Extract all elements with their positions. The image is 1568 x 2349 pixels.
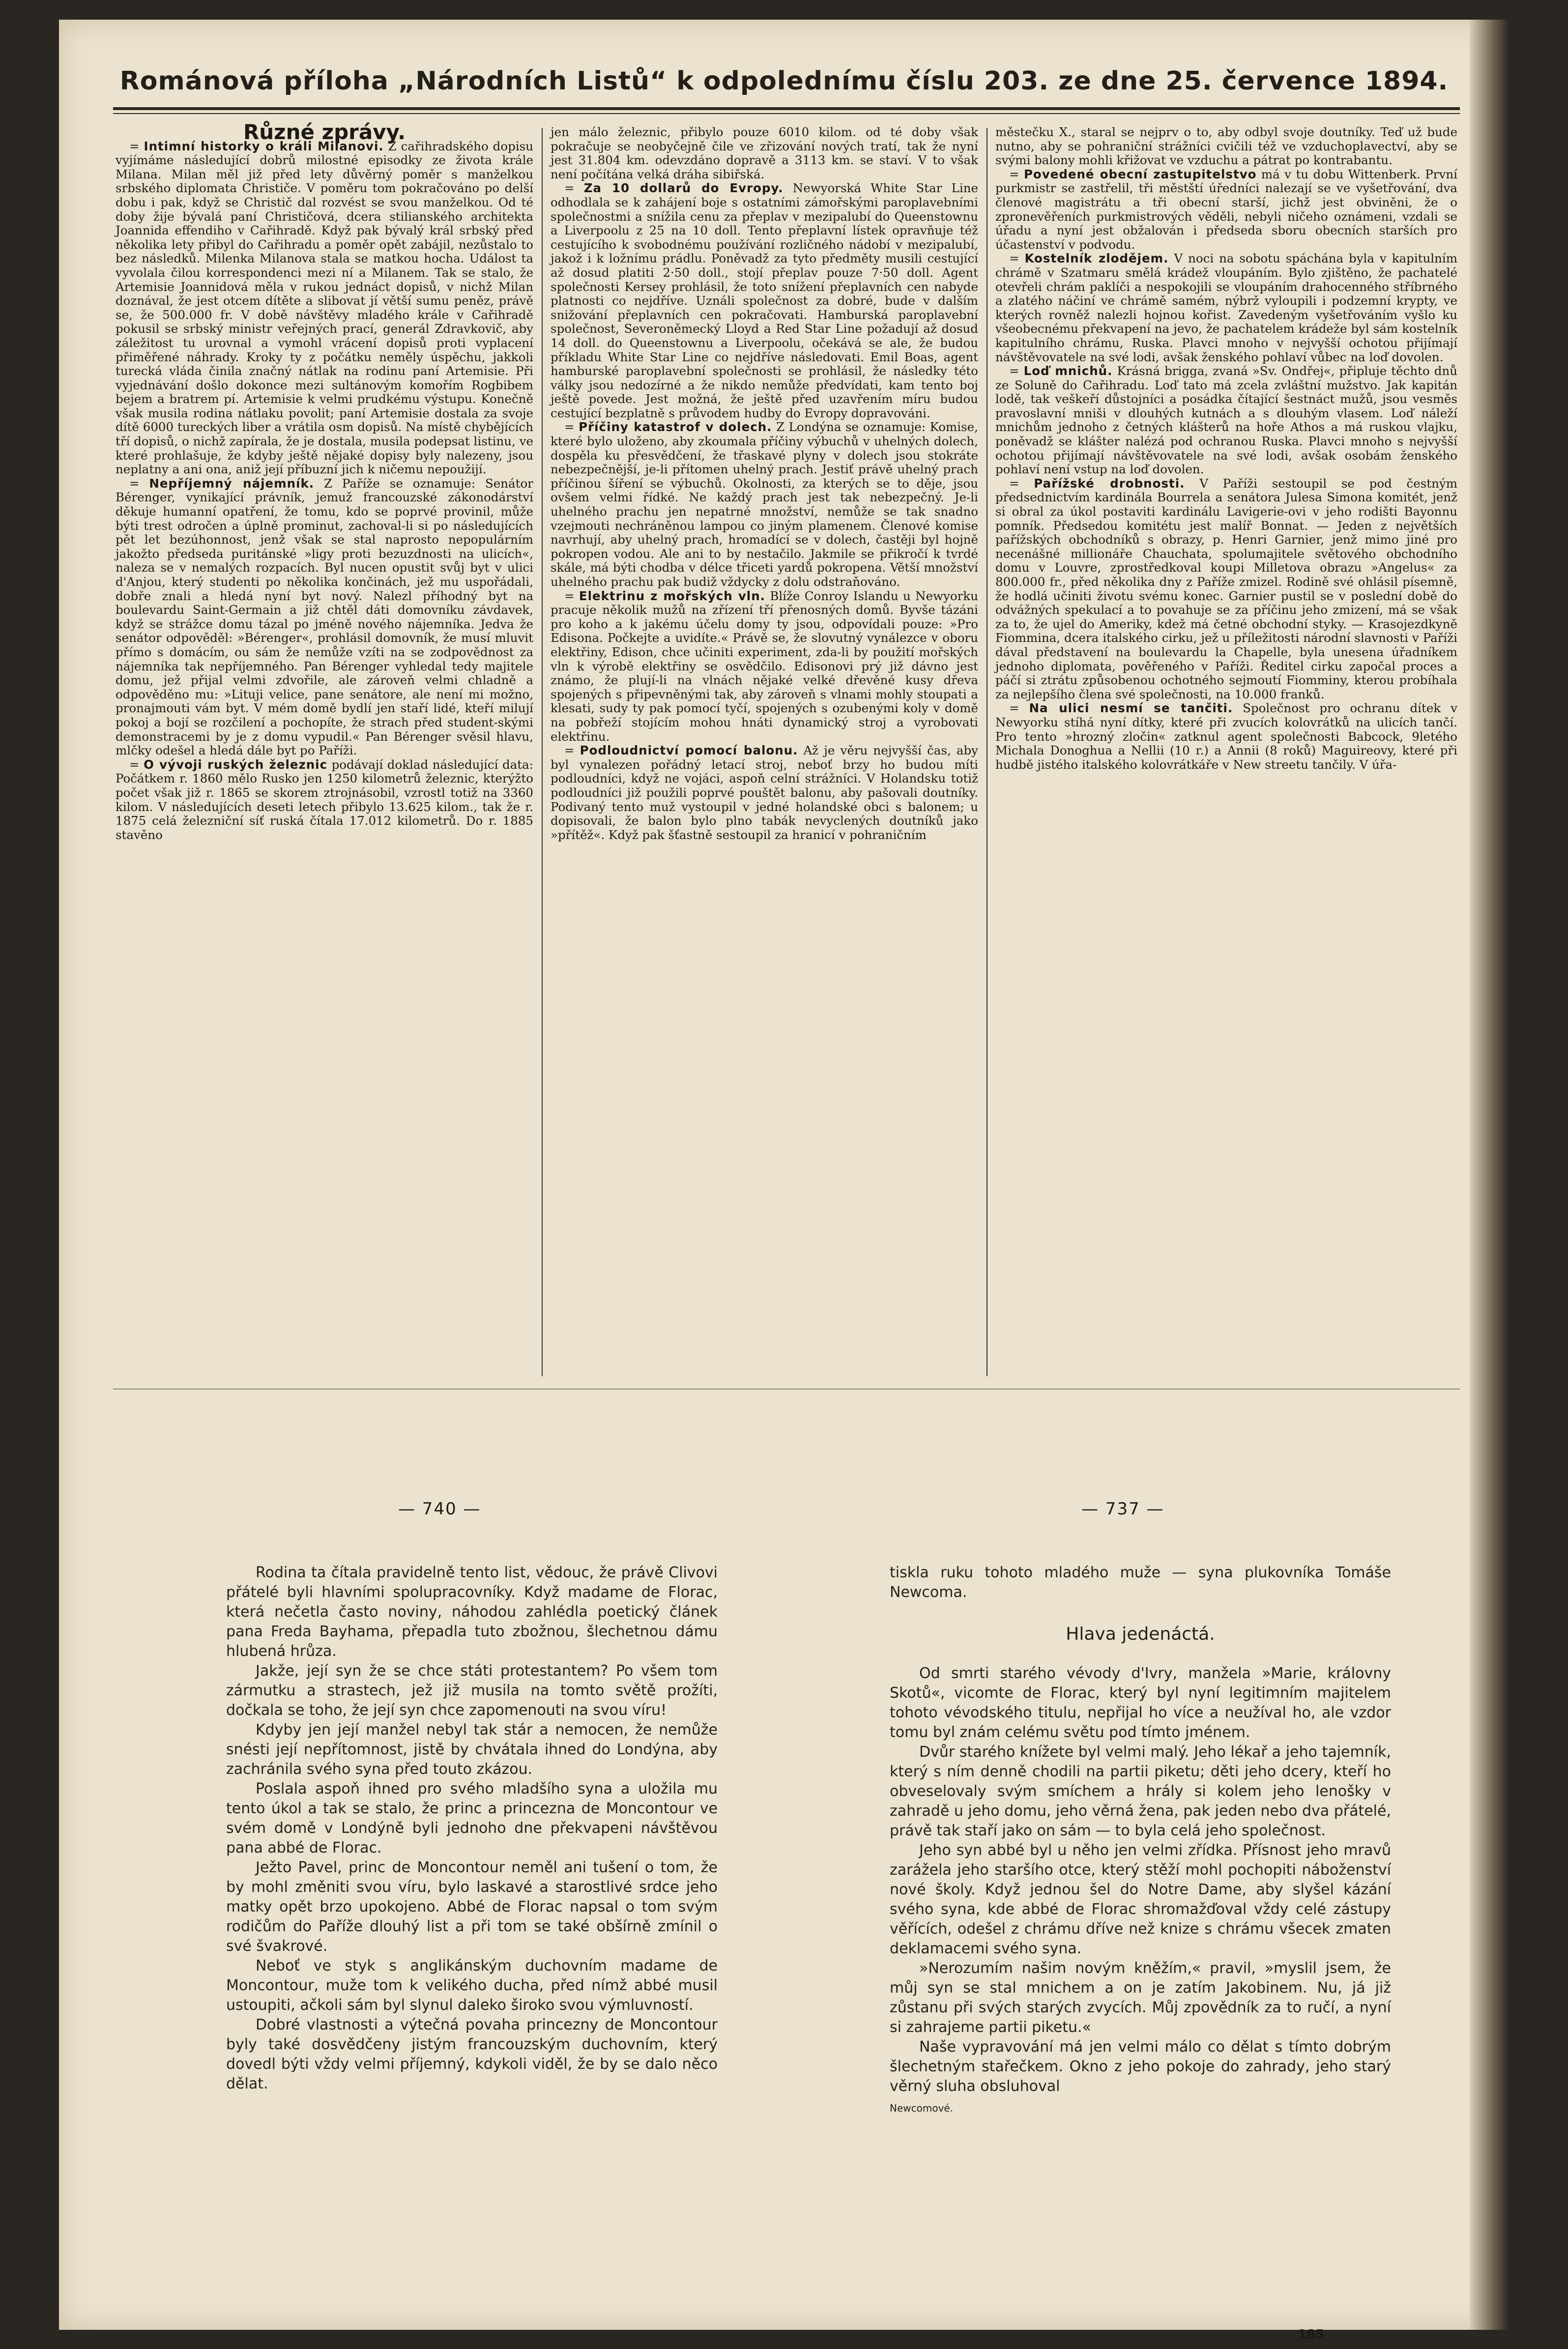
news-item-text: Blíže Conroy Islandu u Newyorku pracuje několik mužů na zřízení tří přenosných domů. Byvše tázáni pro koho a k jakému účelu domy ty jsou, odpovídali pouze: »Pro Edisona. Počkejte a uvidíte.« Právě se, že slovutný vynálezce v oboru elektřiny, Edison, chce učiniti experiment, zda-li by použití mořských vln k výrobě elektřiny se osvědčilo. Edisonovi prý již dávno jest známo, že plují-li na vlnách nějaké velké dřevěné kusy dřeva spojených s připevněnými tak, aby zároveň s vlnami mohly stoupati a klesati, sudy ty pak pomocí tyčí, spojených s ozubenými koly v domě na pobřeží stojícím mohou hnáti dynamický stroj a vyrobovati elektřinu. <box>551 588 978 744</box>
news-item-title: Intimní historky o králi Milanovi. <box>144 139 384 153</box>
novel-paragraph: Poslala aspoň ihned pro svého mladšího syna a uložila mu tento úkol a tak se stalo, že princ a princezna de Moncontour ve svém domě v Londýně byli jednoho dne překvapeni návštěvou pana abbé de Florac. <box>226 1780 718 1856</box>
news-item-title: Podloudnictví pomocí balonu. <box>580 743 798 758</box>
news-item-title: Pařížské drobnosti. <box>1034 476 1185 491</box>
news-item-title: Loď mnichů. <box>1023 364 1113 378</box>
masthead-rule <box>113 107 1460 110</box>
folio-number: 185 <box>1298 2327 1325 2342</box>
news-item <box>551 125 978 181</box>
column-divider <box>542 128 543 1376</box>
masthead: Románová příloha „Národních Listů“ k odpolednímu číslu 203. ze dne 25. července 1894. <box>119 66 1449 96</box>
news-item-text: má v tu dobu Wittenberk. První purkmistr se zastřelil, tři městští úředníci nalezají se ve vyšetřování, dva členové magistrátu a tři obecní starší, jichž jest obviněni, že o zpronevěřeních purkmistrových věděli, nebyli ničeho oznámeni, vzdali se úřadu a nyní jest obžalován i předseda sboru obecních starších pro účastenství v podvodu. <box>995 167 1457 252</box>
novel-paragraph: Jeho syn abbé byl u něho jen velmi zřídka. Přísnost jeho mravů zarážela jeho staršího otce, který stěží mohl pochopiti náboženství nové školy. Když jednou šel do Notre Dame, aby slyšel kázání svého syna, kde abbé de Florac shromažďoval vždy celé zástupy věřících, odešel z chrámu dříve než knize s chrámu všecek zmaten deklamacemi svého syna. <box>890 1842 1391 1957</box>
novel-paragraph: Od smrti starého vévody d'Ivry, manžela »Marie, královny Skotů«, vicomte de Florac, který byl nyní legitimním majitelem tohoto vévodského titulu, nepřijal ho více a neužíval ho, ale vzdor tomu byl znám celému světu pod tímto jménem. <box>890 1665 1391 1741</box>
novel-paragraph: Ježto Pavel, princ de Moncontour neměl ani tušení o tom, že by mohl změniti svou víru, bylo laskavé a starostlivé srdce jeho matky opět brzo upokojeno. Abbé de Florac napsal o tom svým rodičům do Paříže dlouhý list a při tom se také obšírně zmínil o své švakrové. <box>226 1859 718 1955</box>
news-item-title: Příčiny katastrof v dolech. <box>579 420 772 435</box>
news-item-title: Elektrinu z mořských vln. <box>579 588 765 603</box>
news-item: = O vývoji ruských železnic podávají doklad následující data: Počátkem r. 1860 mělo Rusko jen 1250 kilometrů železnic, kterýžto počet však již r. 1865 se skorem ztrojnásobil, vzrostl totiž na 3360 kilom. V následujících deseti letech přibylo 13.625 kilom., tak že r. 1875 celá železniční síť ruská čítala 17.012 kilometrů. Do r. 1885 stavěno <box>116 757 533 842</box>
novel-paragraph: Dobré vlastnosti a výtečná povaha princezny de Moncontour byly také dosvědčeny jistým francouzským duchovním, který dovedl býti vždy velmi příjemný, kdykoli viděl, že by se dalo něco dělat. <box>226 2016 718 2092</box>
news-item-title: Na ulici nesmí se tančiti. <box>1029 701 1233 716</box>
news-item: = Pařížské drobnosti. V Paříži sestoupil se pod čestným předsednictvím kardinála Bourrela a senátora Julesa Simona komitét, jenž si obral za úkol postaviti kardinálu Lavigerie-ovi v jeho rodišti Bayonnu pomník. Předsedou komitétu jest malíř Bonnat. — Jeden z největších pařížských obchodníků s obrazy, p. Henri Garnier, jenž mimo jiné pro necenášné millionáře Chauchata, spolumajitele světového obchodního domu v Louvre, zprostředkoval koupi Milletova obrazu »Angelus« za 800.000 fr., před několika dny z Paříže zmizel. Rodině své ohlásil písemně, že hodlá učiniti životu svému konec. Garnier pustil se v poslední době do odvážných spekulací a to povahuje se za příčinu jeho zmizení, má se však za to, že ujel do Ameriky, kdež má četné obchodní styky. — Krasojezdkyně Fiommina, dcera italského cirku, jež u příležitosti národní slavnosti v Paříži dával představení na boulevardu la Chapelle, byla unesena úřadníkem jednoho diplomata, pověřeného v Paříži. Ředitel cirku započal proces a páčí si ztrátu způsobenou ochotného sejmoutí Fiomminy, kterou probíhala za nejlepšího člena své společnosti, na 10.000 franků. <box>995 476 1458 701</box>
news-item-text: Krásná brigga, zvaná »Sv. Ondřej«, připluje těchto dnů ze Soluně do Cařihradu. Loď tato má zcela zvláštní mužstvo. Jak kapitán lodě, tak veškeří důstojníci a posádka čítající šestnáct mužů, jsou vesměs pravoslavní mniši v dlouhých kutnách a s dlouhým vlasem. Loď náleží mnichům jednoho z četných klášterů na hoře Athos a má ruskou vlajku, poněvadž se klášter nalézá pod ochranou Ruska. Plavci mnoho s nejvyšší ochotou přijímají návštěvovatele na své lodi, avšak osobám ženského pohlaví není vstup na loď dovolen. <box>995 364 1458 477</box>
news-item <box>995 125 1457 168</box>
binding-edge <box>1470 20 1509 2330</box>
novel-paragraph: Naše vypravování má jen velmi málo co dělat s tímto dobrým šlechetným stařečkem. Okno z jeho pokoje do zahrady, jeho starý věrný sluha obsluhoval <box>890 2038 1391 2095</box>
news-heading: Různé zprávy. <box>243 120 406 144</box>
chapter-heading: Hlava jedenáctá. <box>1066 1624 1215 1644</box>
news-item-text: Společnost pro ochranu dítek v Newyorku stíhá nyní dítky, které při zvucích kolovrátků na ulicích tančí. Pro tento »hrozný zločin« zatknul agent společnosti Babcock, 9letého Michala Donoghua a Nellii (10 r.) a Annii (8 roků) Maguireovy, které při hudbě jistého italského kolovrátkáře v New streetu tančily. V úřa- <box>995 701 1457 772</box>
news-item: = Za 10 dollarů do Evropy. Newyorská White Star Line odhodlala se k zahájení boje s ostatními zámořskými paroplavebními společnostmi a snížila cenu za přeplav v mezipalubí do Queenstownu a Liverpoolu z 25 na 10 doll. Tento přeplavní lístek opravňuje též cestujícího k svobodnému používání rozličného nádobí v mezipalubí, jakož i k ložnímu prádlu. Poněvadž za tyto předměty musili cestující až dosud platiti 2·50 doll., stojí přeplav pouze 7·50 doll. Agent společnosti Kersey prohlásil, že toto snížení přeplavních cen nabyde platnosti co nejdříve. Uználi společnost za dobré, bude v dalším snižování přeplavních cen pokračovati. Hamburská paroplavební společnost, Severoněmecký Lloyd a Red Star Line požadují až dosud 14 doll. do Queenstownu a Liverpoolu, očekává se ale, že budou příkladu White Star Line co nejdříve následovati. Emil Boas, agent hamburské paroplavební společnosti se prohlásil, že následky této války jsou nedozírné a že nikdo nemůže předvídati, kam tento boj ještě povede. Jest možná, že ještě před uzavřením míru budou cestující bezplatně s průvodem hudby do Evropy dopravováni. <box>551 181 979 420</box>
news-item-text: městečku X., staral se nejprv o to, aby odbyl svoje doutníky. Teď už bude nutno, aby se pohraniční strážníci cvičili též ve vzduchoplavectví, aby se svými balony mohli křižovat ve vzduchu a pátrat po kontrabantu. <box>995 125 1457 168</box>
page-number-right: — 737 — <box>1081 1499 1164 1519</box>
page-number-left: — 740 — <box>398 1499 481 1519</box>
novel-paragraph: tiskla ruku tohoto mladého muže — syna plukovníka Tomáše Newcoma. <box>890 1564 1391 1601</box>
news-item: = Kostelník zlodějem. V noci na sobotu spáchána byla v kapitulním chrámě v Szatmaru smělá krádež vloupáním. Bylo zjištěno, že pachatelé otevřeli chrám paklíči a nespokojili se vloupáním drahocenného stříbrného a zlatého náčiní ve chrámě samém, nýbrž vyloupili i podzemní krypty, ve kterých rovněž nalezli hojnou kořist. Zavedeným vyšetřováním vyšlo ku všeobecnému překvapení na jevo, že pachatelem krádeže byl sám kostelník kapitulního chrámu, Ruska. Plavci mnoho v nejvyšší ochotou přijímají návštěvovatele na své lodi, avšak ženského pohlaví vůbec na loď dovolen. <box>995 251 1457 364</box>
news-item: = Elektrinu z mořských vln. Blíže Conroy Islandu u Newyorku pracuje několik mužů na zřízení tří přenosných domů. Byvše tázáni pro koho a k jakému účelu domy ty jsou, odpovídali pouze: »Pro Edisona. Počkejte a uvidíte.« Právě se, že slovutný vynálezce v oboru elektřiny, Edison, chce učiniti experiment, zda-li by použití mořských vln k výrobě elektřiny se osvědčilo. Edisonovi prý již dávno jest známo, že plují-li na vlnách nějaké velké dřevěné kusy dřeva spojených s připevněnými tak, aby zároveň s vlnami mohly stoupati a klesati, sudy ty pak pomocí tyčí, spojených s ozubenými koly v domě na pobřeží stojícím mohou hnáti dynamický stroj a vyrobovati elektřinu. <box>551 588 978 744</box>
novel-paragraph: Dvůr starého knížete byl velmi malý. Jeho lékař a jeho tajemník, který s ním denně chodili na partii piketu; děti jeho dcery, kteří ho obveselovaly svým smíchem a hrály si kolem jeho lenošky v zahradě u jeho domu, jeho věrná žena, pak jeden nebo dva přátelé, právě tak staří jako on sám — to byla celá jeho společnost. <box>890 1743 1391 1839</box>
novel-paragraph: Neboť ve styk s anglikánským duchovním madame de Moncontour, muže tom k velikého ducha, před nímž abbé musil ustoupiti, ačkoli sám byl slynul daleko široko svou výmluvností. <box>226 1957 718 2014</box>
news-item-title: Kostelník zlodějem. <box>1024 251 1169 266</box>
news-item: = Povedené obecní zastupitelstvo má v tu dobu Wittenberk. První purkmistr se zastřelil, tři městští úředníci nalezají se ve vyšetřování, dva členové magistrátu a tři obecní starší, jichž jest obviněni, že o zpronevěřeních purkmistrových věděli, nebyli ničeho oznámeni, vzdali se úřadu a nyní jest obžalován i předseda sboru obecních starších pro účastenství v podvodu. <box>995 167 1457 252</box>
news-item-text: Newyorská White Star Line odhodlala se k zahájení boje s ostatními zámořskými paroplavebními společnostmi a snížila cenu za přeplav v mezipalubí do Queenstownu a Liverpoolu z 25 na 10 doll. Tento přeplavní lístek opravňuje též cestujícího k svobodnému používání rozličného nádobí v mezipalubí, jakož i k ložnímu prádlu. Poněvadž za tyto předměty musili cestující až dosud platiti 2·50 doll., stojí přeplav pouze 7·50 doll. Agent společnosti Kersey prohlásil, že toto snížení přeplavních cen nabyde platnosti co nejdříve. Uználi společnost za dobré, bude v dalším snižování přeplavních cen pokračovati. Hamburská paroplavební společnost, Severoněmecký Lloyd a Red Star Line požadují až dosud 14 doll. do Queenstownu a Liverpoolu, očekává se ale, že budou příkladu White Star Line co nejdříve následovati. Emil Boas, agent hamburské paroplavební společnosti se prohlásil, že následky této války jsou nedozírné a že nikdo nemůže předvídati, kam tento boj ještě povede. Jest možná, že ještě před uzavřením míru budou cestující bezplatně s průvodem hudby do Evropy dopravováni. <box>551 181 979 420</box>
news-item-text: Z cařihradského dopisu vyjímáme následující dobrů milostné episodky ze života krále Milana. Milan měl již před lety důvěrný poměr s manželkou srbského diplomata Christiče. V poměru tom pokračováno po delší dobu i pak, když se Christič dal rozvést se svou manželkou. Od té doby žije bývalá paní Christičová, dcera stilianského architekta Joannida effendiho v Cařihradě. Když pak bývalý král srbský před několika lety přibyl do Cařihradu a poměr opět zabájil, nezůstalo to bez následků. Milenka Milanova stala se matkou hocha. Událost ta vyvolala čilou korrespondenci mezi ní a Milanem. Tak se stalo, že Artemisie Joannidová měla v rukou jednáct dopisů, v nichž Milan doznával, že jest otcem dítěte a slibovat jí větší sumu peněz, právě se, že 500.000 fr. V době návštěvy mladého krále v Cařihradě pokusil se srbský ministr veřejných prací, generál Zdravkovič, aby záležitost tu urovnal a vymohl vrácení dopisů proti vyplacení přiměřené náhrady. Kroky ty z počátku neměly úspěchu, jakkoli turecká vláda činila značný nátlak na rodinu paní Artemisie. Při vyjednávání došlo dokonce mezi sultánovým komořím Rogbibem bejem a bratrem pí. Artemisie k velmi prudkému výstupu. Konečně však musila rodina nátlaku povolit; paní Artemisie dostala za svoje dítě 6000 tureckých liber a vrátila osm dopisů. Na místě chybějících tří dopisů, o nichž zapírala, že je dostala, musila podepsat listinu, ve které prohlašuje, že kdyby ještě nějaké dopisy byly nalezeny, jsou neplatny a ani ona, aniž její příbuzní jich k ničemu nepoužijí. <box>116 139 533 477</box>
news-item-text: V noci na sobotu spáchána byla v kapitulním chrámě v Szatmaru smělá krádež vloupáním. Bylo zjištěno, že pachatelé otevřeli chrám paklíči a nespokojili se vloupáním drahocenného stříbrného a zlatého náčiní ve chrámě samém, nýbrž vyloupili i podzemní krypty, ve kterých rovněž nalezli hojnou kořist. Zavedeným vyšetřováním vyšlo ku všeobecnému překvapení na jevo, že pachatelem krádeže byl sám kostelník kapitulního chrámu, Ruska. Plavci mnoho v nejvyšší ochotou přijímají návštěvovatele na své lodi, avšak ženského pohlaví vůbec na loď dovolen. <box>995 251 1457 364</box>
news-item-title: Nepříjemný nájemník. <box>149 476 315 491</box>
novel-paragraph: Kdyby jen její manžel nebyl tak stár a nemocen, že nemůže snésti její nepřítomnost, jistě by chvátala ihned do Londýna, aby zachránila svého syna před touto zkázou. <box>226 1721 718 1778</box>
news-column-2 <box>551 125 978 842</box>
news-item-text: podávají doklad následující data: Počátkem r. 1860 mělo Rusko jen 1250 kilometrů železnic, kterýžto počet však již r. 1865 se skorem ztrojnásobil, vzrostl totiž na 3360 kilom. V následujících deseti letech přibylo 13.625 kilom., tak že r. 1875 celá železniční síť ruská čítala 17.012 kilometrů. Do r. 1885 stavěno <box>116 757 533 842</box>
fold-line <box>113 1389 1460 1390</box>
novel-page-right <box>890 1563 1391 2118</box>
news-column-1 <box>116 120 533 842</box>
news-item: = Loď mnichů. Krásná brigga, zvaná »Sv. Ondřej«, připluje těchto dnů ze Soluně do Cařihradu. Loď tato má zcela zvláštní mužstvo. Jak kapitán lodě, tak veškeří důstojníci a posádka čítající šestnáct mužů, jsou vesměs pravoslavní mniši v dlouhých kutnách a s dlouhým vlasem. Loď náleží mnichům jednoho z četných klášterů na hoře Athos a má ruskou vlajku, poněvadž se klášter nalézá pod ochranou Ruska. Plavci mnoho s nejvyšší ochotou přijímají návštěvovatele na své lodi, avšak osobám ženského pohlaví není vstup na loď dovolen. <box>995 364 1458 477</box>
news-item: = Intimní historky o králi Milanovi. Z cařihradského dopisu vyjímáme následující dobrů milostné episodky ze života krále Milana. Milan měl již před lety důvěrný poměr s manželkou srbského diplomata Christiče. V poměru tom pokračováno po delší dobu i pak, když se Christič dal rozvést se svou manželkou. Od té doby žije bývalá paní Christičová, dcera stilianského architekta Joannida effendiho v Cařihradě. Když pak bývalý král srbský před několika lety přibyl do Cařihradu a poměr opět zabájil, nezůstalo to bez následků. Milenka Milanova stala se matkou hocha. Událost ta vyvolala čilou korrespondenci mezi ní a Milanem. Tak se stalo, že Artemisie Joannidová měla v rukou jednáct dopisů, v nichž Milan doznával, že jest otcem dítěte a slibovat jí větší sumu peněz, právě se, že 500.000 fr. V době návštěvy mladého krále v Cařihradě pokusil se srbský ministr veřejných prací, generál Zdravkovič, aby záležitost tu urovnal a vymohl vrácení dopisů proti vyplacení přiměřené náhrady. Kroky ty z počátku neměly úspěchu, jakkoli turecká vláda činila značný nátlak na rodinu paní Artemisie. Při vyjednávání došlo dokonce mezi sultánovým komořím Rogbibem bejem a bratrem pí. Artemisie k velmi prudkému výstupu. Konečně však musila rodina nátlaku povolit; paní Artemisie dostala za svoje dítě 6000 tureckých liber a vrátila osm dopisů. Na místě chybějících tří dopisů, o nichž zapírala, že je dostala, musila podepsat listinu, ve které prohlašuje, že kdyby ještě nějaké dopisy byly nalezeny, jsou neplatny a ani ona, aniž její příbuzní jich k ničemu nepoužijí. <box>116 139 533 477</box>
novel-paragraph: Jakže, její syn že se chce státi protestantem? Po všem tom zármutku a strastech, jež již musila na tomto světě prožíti, dočkala se toho, že její syn chce zapomenouti na svou víru! <box>226 1662 718 1719</box>
novel-paragraph: »Nerozumím našim novým kněžím,« pravil, »myslil jsem, že můj syn se stal mnichem a on je zatím Jakobinem. Nu, já již zůstanu při svých starých zvycích. Můj zpovědník za to ručí, a nyní si zahrajeme partii piketu.« <box>890 1960 1391 2036</box>
novel-page-left <box>226 1563 718 2094</box>
news-item-text: Z Paříže se oznamuje: Senátor Bérenger, vynikající právník, jemuž francouzské zákonodárství děkuje humanní opatření, že tomu, kdo se poprvé provinil, může býti trest odročen a úplně prominut, zachoval-li si po následujících pět let bezúhonnost, jenž však se stal naprosto nepopulárním jakožto předseda puritánské »ligy proti bezuzdnosti na ulicích«, naleza se v nemalých rozpacích. Byl nucen opustit svůj byt v ulici d'Anjou, který studenti po několika končinách, jež mu uspořádali, dobře znali a hledá nyní byt nový. Nalezl příhodný byt na boulevardu Saint-Germain a již chtěl dáti domovníku závdavek, když se strážce domu tázal po jméně nového nájemníka. Jedva že senátor odpověděl: »Bérenger«, prohlásil domovník, že musí mluvit přímo s domácím, ou sám že nemůže vzíti na se zodpovědnost za nájemníka tak nepříjemného. Pan Bérenger vyhledal tedy majitele domu, jež přijal velmi zdvořile, ale zároveň velmi chladně a odpověděno mu: »Lituji velice, pane senátore, ale není mi možno, pronajmouti vám byt. V mém domě bydlí jen staří lidé, kteří milují pokoj a bojí se rozčilení a pochopíte, že strach před student-skými demonstracemi by je z domu vypudil.« Pan Bérenger svěsil hlavu, mlčky odešel a hledá dále byt po Paříži. <box>116 476 533 758</box>
news-item-text: Až je věru nejvyšší čas, aby byl vynalezen pořádný letací stroj, neboť brzy ho budou míti podloudníci, když ne vojáci, aspoň celní strážníci. V Holandsku totiž podloudníci již použili poprvé pouštět balonu, aby pašovali doutníky. Podivaný tento muž vystoupil v jedné holandské obci s balonem; u dopisovali, že balon bylo plno tabák nevyclených doutníků jako »přítěž«. Když pak šťastně sestoupil za hranicí v pohraničním <box>551 743 978 842</box>
news-item-text: V Paříži sestoupil se pod čestným předsednictvím kardinála Bourrela a senátora Julesa Simona komitét, jenž si obral za úkol postaviti kardinálu Lavigerie-ovi v jeho rodišti Bayonnu pomník. Předsedou komitétu jest malíř Bonnat. — Jeden z největších pařížských obchodníků s obrazy, p. Henri Garnier, jenž mimo jiné pro necenášné millionáře Chauchata, spolumajitele světového obchodního domu v Louvre, zprostředkoval koupi Milletova obrazu »Angelus« za 800.000 fr., před několika dny z Paříže zmizel. Rodině své ohlásil písemně, že hodlá učiniti životu svému konec. Garnier pustil se v poslední době do odvážných spekulací a to povahuje se za příčinu jeho zmizení, má se však za to, že ujel do Ameriky, kdež má četné obchodní styky. — Krasojezdkyně Fiommina, dcera italského cirku, jež u příležitosti národní slavnosti v Paříži dával představení na boulevardu la Chapelle, byla unesena úřadníkem jednoho diplomata, pověřeného v Paříži. Ředitel cirku započal proces a páčí si ztrátu způsobenou ochotného sejmoutí Fiomminy, kterou probíhala za nejlepšího člena své společnosti, na 10.000 franků. <box>995 476 1458 701</box>
news-item-title: O vývoji ruských železnic <box>144 757 328 772</box>
news-item-title: Povedené obecní zastupitelstvo <box>1023 167 1257 181</box>
masthead-rule-thin <box>113 113 1460 114</box>
news-item: = Podloudnictví pomocí balonu. Až je věru nejvyšší čas, aby byl vynalezen pořádný letací stroj, neboť brzy ho budou míti podloudníci, když ne vojáci, aspoň celní strážníci. V Holandsku totiž podloudníci již použili poprvé pouštět balonu, aby pašovali doutníky. Podivaný tento muž vystoupil v jedné holandské obci s balonem; u dopisovali, že balon bylo plno tabák nevyclených doutníků jako »přítěž«. Když pak šťastně sestoupil za hranicí v pohraničním <box>551 743 978 842</box>
news-item-title: Za 10 dollarů do Evropy. <box>583 181 784 196</box>
news-item-text: jen málo železnic, přibylo pouze 6010 kilom. od té doby však pokračuje se neobyčejně čile ve zřizování nových tratí, tak že nyní jest 31.804 km. odevzdáno dopravě a 3113 km. se staví. V to však není počítána velká dráha sibiřská. <box>551 125 978 181</box>
news-column-3 <box>995 125 1457 772</box>
printer-signature: Newcomové. <box>890 2102 954 2114</box>
novel-paragraph: Rodina ta čítala pravidelně tento list, vědouc, že právě Clivovi přátelé byli hlavními spolupracovníky. Když madame de Florac, která nečetla často noviny, náhodou zahlédla poetický článek pana Freda Bayhama, přepadla tuto zbožnou, šlechetnou dámu hlubená hrůza. <box>226 1564 718 1660</box>
news-item-text: Z Londýna se oznamuje: Komise, které bylo uloženo, aby zkoumala příčiny výbuchů v uhelných dolech, dospěla ku přesvědčení, že třaskavé plyny v dolech jsou stokráte nebezpečnější, je-li přítomen uhelný prach. Jestiť právě uhelný prach příčinou šíření se výbuchů. Okolnosti, za kterých se to děje, jsou ovšem velmi řídké. Ne každý prach jest tak nebezpečný. Je-li uhelného prachu jen nepatrné množství, nemůže se tak snadno vzejmouti nechráněnou lampou co jiným plamenem. Členové komise navrhují, aby uhelný prach, hromadící se v dolech, častěji byl hojně pokropen vodou. Ale ani to by nestačilo. Jakmile se přikročí k tvrdé skále, má býti chodba v délce třiceti yardů pokropena. Větší množství uhelného prachu pak budiž vždycky z dolu odstraňováno. <box>551 420 978 589</box>
newspaper-page <box>59 20 1509 2342</box>
news-item: = Na ulici nesmí se tančiti. Společnost pro ochranu dítek v Newyorku stíhá nyní dítky, které při zvucích kolovrátků na ulicích tančí. Pro tento »hrozný zločin« zatknul agent společnosti Babcock, 9letého Michala Donoghua a Nellii (10 r.) a Annii (8 roků) Maguireovy, které při hudbě jistého italského kolovrátkáře v New streetu tančily. V úřa- <box>995 701 1457 772</box>
news-item: = Příčiny katastrof v dolech. Z Londýna se oznamuje: Komise, které bylo uloženo, aby zkoumala příčiny výbuchů v uhelných dolech, dospěla ku přesvědčení, že třaskavé plyny v dolech jsou stokráte nebezpečnější, je-li přítomen uhelný prach. Jestiť právě uhelný prach příčinou šíření se výbuchů. Okolnosti, za kterých se to děje, jsou ovšem velmi řídké. Ne každý prach jest tak nebezpečný. Je-li uhelného prachu jen nepatrné množství, nemůže se tak snadno vzejmouti nechráněnou lampou co jiným plamenem. Členové komise navrhují, aby uhelný prach, hromadící se v dolech, častěji byl hojně pokropen vodou. Ale ani to by nestačilo. Jakmile se přikročí k tvrdé skále, má býti chodba v délce třiceti yardů pokropena. Větší množství uhelného prachu pak budiž vždycky z dolu odstraňováno. <box>551 420 978 589</box>
news-item: = Nepříjemný nájemník. Z Paříže se oznamuje: Senátor Bérenger, vynikající právník, jemuž francouzské zákonodárství děkuje humanní opatření, že tomu, kdo se poprvé provinil, může býti trest odročen a úplně prominut, zachoval-li si po následujících pět let bezúhonnost, jenž však se stal naprosto nepopulárním jakožto předseda puritánské »ligy proti bezuzdnosti na ulicích«, naleza se v nemalých rozpacích. Byl nucen opustit svůj byt v ulici d'Anjou, který studenti po několika končinách, jež mu uspořádali, dobře znali a hledá nyní byt nový. Nalezl příhodný byt na boulevardu Saint-Germain a již chtěl dáti domovníku závdavek, když se strážce domu tázal po jméně nového nájemníka. Jedva že senátor odpověděl: »Bérenger«, prohlásil domovník, že musí mluvit přímo s domácím, ou sám že nemůže vzíti na se zodpovědnost za nájemníka tak nepříjemného. Pan Bérenger vyhledal tedy majitele domu, jež přijal velmi zdvořile, ale zároveň velmi chladně a odpověděno mu: »Lituji velice, pane senátore, ale není mi možno, pronajmouti vám byt. V mém domě bydlí jen staří lidé, kteří milují pokoj a bojí se rozčilení a pochopíte, že strach před student-skými demonstracemi by je z domu vypudil.« Pan Bérenger svěsil hlavu, mlčky odešel a hledá dále byt po Paříži. <box>116 476 533 758</box>
